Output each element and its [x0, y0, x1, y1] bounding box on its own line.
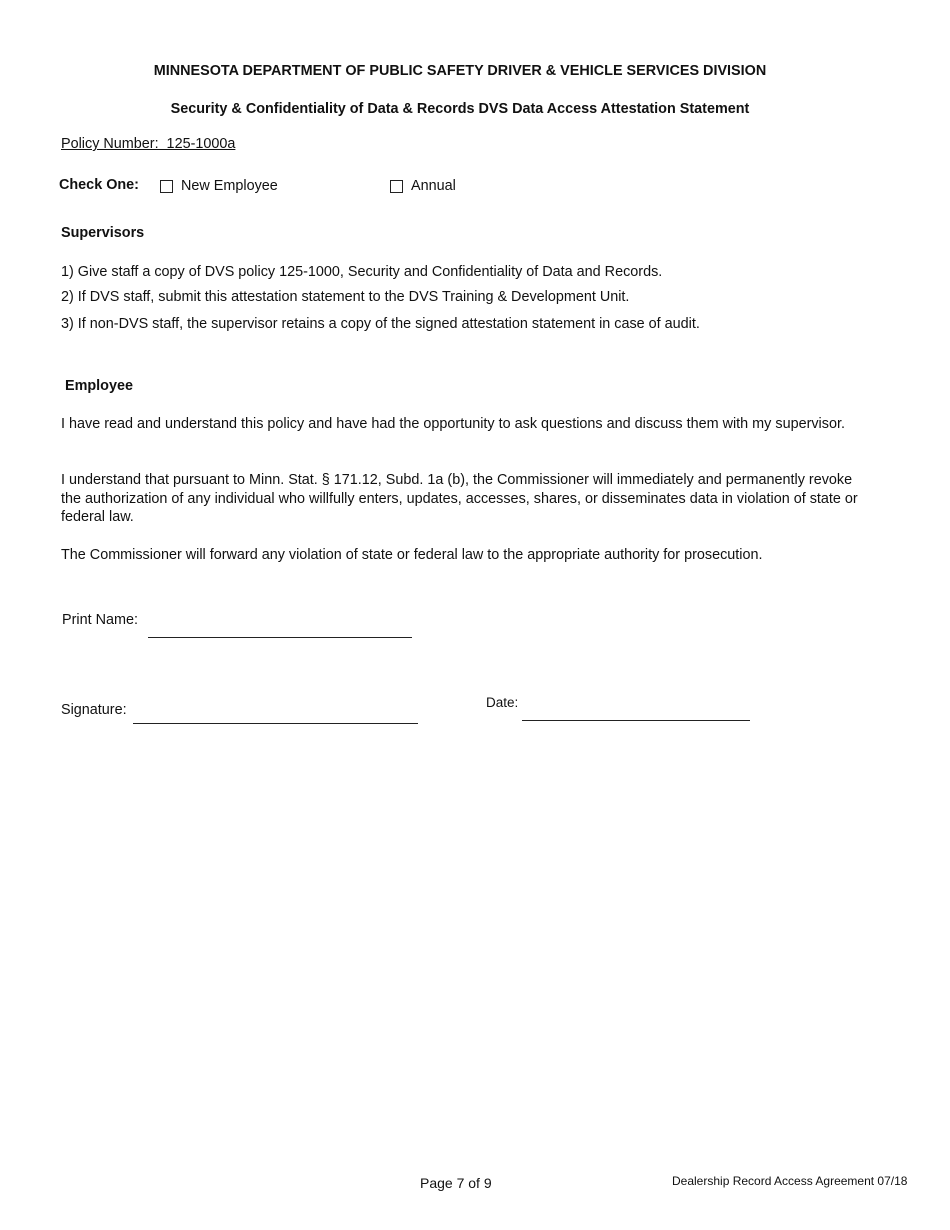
signature-field[interactable]: [133, 723, 418, 724]
signature-label: Signature:: [61, 702, 127, 718]
supervisor-instruction: 3) If non-DVS staff, the supervisor retains a copy of the signed attestation statement in case of audit.: [61, 316, 700, 332]
date-label: Date:: [486, 695, 519, 710]
annual-checkbox[interactable]: [390, 180, 403, 193]
employee-heading: Employee: [65, 378, 133, 394]
date-field[interactable]: [522, 720, 750, 721]
employee-paragraph: I have read and understand this policy and have had the opportunity to ask questions and discuss them with my supervisor.: [61, 416, 845, 432]
document-subtitle: Security & Confidentiality of Data & Records DVS Data Access Attestation Statement: [170, 101, 750, 117]
new-employee-checkbox[interactable]: [160, 180, 173, 193]
check-one-label: Check One:: [59, 177, 139, 193]
supervisor-instruction: 1) Give staff a copy of DVS policy 125-1000, Security and Confidentiality of Data and Records.: [61, 264, 663, 280]
policy-number: Policy Number: 125-1000a: [61, 136, 236, 152]
footer-document-id: Dealership Record Access Agreement 07/18: [672, 1174, 908, 1188]
employee-paragraph: The Commissioner will forward any violation of state or federal law to the appropriate authority for prosecution.: [61, 547, 763, 563]
supervisors-heading: Supervisors: [61, 225, 145, 241]
print-name-field[interactable]: [148, 637, 412, 638]
new-employee-option[interactable]: [160, 178, 278, 194]
document-title: MINNESOTA DEPARTMENT OF PUBLIC SAFETY DRIVER & VEHICLE SERVICES DIVISION: [153, 63, 767, 79]
new-employee-label: New Employee: [181, 178, 278, 194]
annual-option[interactable]: [390, 178, 456, 194]
employee-paragraph: I understand that pursuant to Minn. Stat. § 171.12, Subd. 1a (b), the Commissioner will immediately and permanently revoke the authorization of any individual who willfully enters, updates, accesses, shares, or disseminates data in violation of state or federal law.: [61, 472, 858, 525]
page-number: Page 7 of 9: [420, 1175, 492, 1191]
print-name-label: Print Name:: [62, 612, 138, 628]
annual-label: Annual: [411, 178, 456, 194]
supervisor-instruction: 2) If DVS staff, submit this attestation statement to the DVS Training & Development Unit.: [61, 289, 630, 305]
